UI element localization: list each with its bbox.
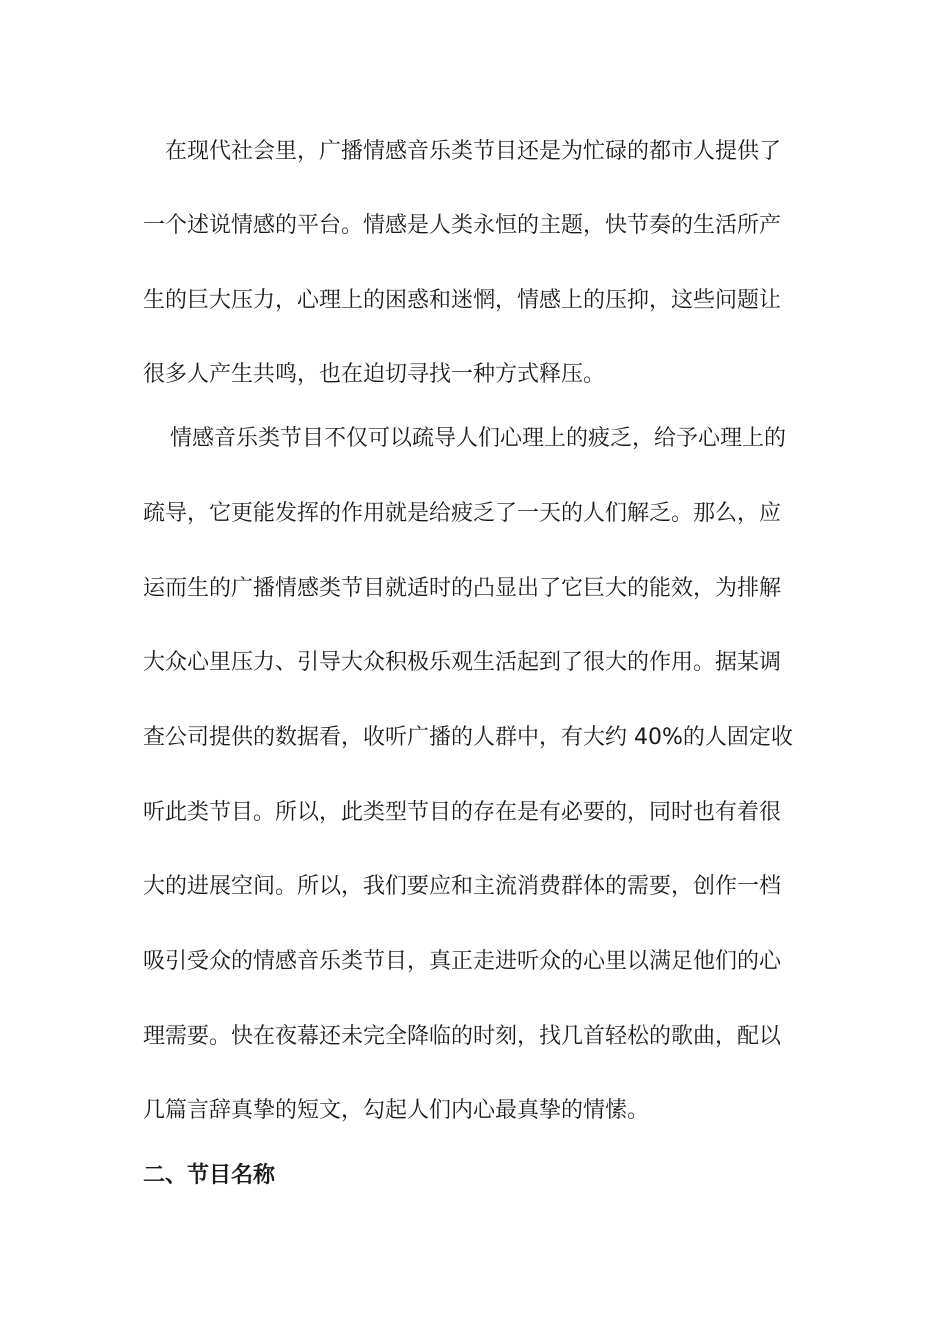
paragraph-line: 生的巨大压力，心理上的困惑和迷惘，情感上的压抑，这些问题让 bbox=[143, 288, 782, 313]
paragraph-line: 大的进展空间。所以，我们要应和主流消费群体的需要，创作一档 bbox=[143, 874, 782, 899]
paragraph-line: 查公司提供的数据看，收听广播的人群中，有大约 40%的人固定收 bbox=[143, 725, 793, 750]
paragraph-line: 理需要。快在夜幕还未完全降临的时刻，找几首轻松的歌曲，配以 bbox=[143, 1024, 782, 1049]
paragraph-line: 运而生的广播情感类节目就适时的凸显出了它巨大的能效，为排解 bbox=[143, 576, 782, 601]
paragraph-line: 疏导，它更能发挥的作用就是给疲乏了一天的人们解乏。那么，应 bbox=[143, 501, 782, 526]
paragraph-line: 吸引受众的情感音乐类节目，真正走进听众的心里以满足他们的心 bbox=[143, 949, 782, 974]
paragraph-line: 听此类节目。所以，此类型节目的存在是有必要的，同时也有着很 bbox=[143, 800, 782, 825]
paragraph-line: 一个述说情感的平台。情感是人类永恒的主题，快节奏的生活所产 bbox=[143, 213, 782, 238]
paragraph-line: 情感音乐类节目不仅可以疏导人们心理上的疲乏，给予心理上的 bbox=[170, 426, 787, 451]
section-heading: 二、节目名称 bbox=[143, 1163, 276, 1188]
paragraph-line: 在现代社会里，广播情感音乐类节目还是为忙碌的都市人提供了 bbox=[165, 139, 782, 164]
paragraph-line: 大众心里压力、引导大众积极乐观生活起到了很大的作用。据某调 bbox=[143, 650, 782, 675]
paragraph-line: 几篇言辞真挚的短文，勾起人们内心最真挚的情愫。 bbox=[143, 1098, 650, 1123]
paragraph-line: 很多人产生共鸣，也在迫切寻找一种方式释压。 bbox=[143, 362, 606, 387]
